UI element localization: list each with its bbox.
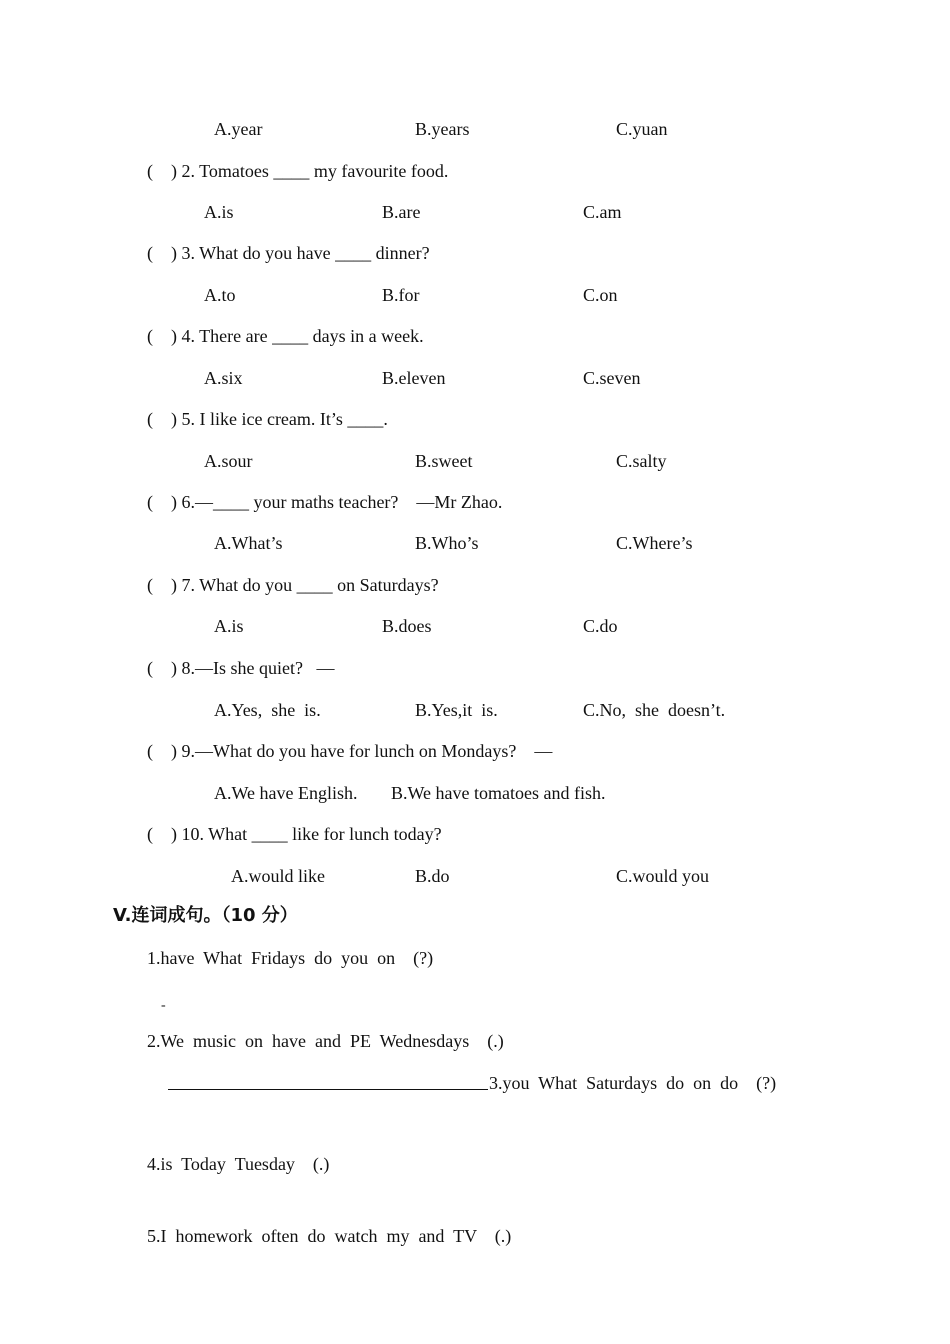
question-2-stem: ( ) 2. Tomatoes ____ my favourite food.	[147, 161, 449, 181]
q2-option-a: A.is	[204, 202, 234, 222]
question-7-stem: ( ) 7. What do you ____ on Saturdays?	[147, 575, 439, 595]
sentence-1-answer-mark: -	[161, 998, 166, 1013]
question-9-stem: ( ) 9.—What do you have for lunch on Mondays? —	[147, 741, 553, 761]
q4-option-b: B.eleven	[382, 368, 446, 388]
q8-option-c: C.No, she doesn’t.	[583, 700, 726, 720]
q4-option-c: C.seven	[583, 368, 641, 388]
section-5-title: V.连词成句。（10 分）	[113, 905, 298, 926]
q10-option-a: A.would like	[231, 866, 325, 886]
q7-option-c: C.do	[583, 616, 618, 636]
q5-option-c: C.salty	[616, 451, 667, 471]
sentence-3-words: 3.you What Saturdays do on do (?)	[489, 1073, 777, 1093]
q9-option-b: B.We have tomatoes and fish.	[391, 783, 606, 803]
q6-option-c: C.Where’s	[616, 533, 693, 553]
q6-option-a: A.What’s	[214, 533, 283, 553]
question-5-stem: ( ) 5. I like ice cream. It’s ____.	[147, 409, 388, 429]
q3-option-c: C.on	[583, 285, 618, 305]
q5-option-b: B.sweet	[415, 451, 473, 471]
sentence-5-words: 5.I homework often do watch my and TV (.)	[147, 1226, 512, 1246]
q2-option-c: C.am	[583, 202, 622, 222]
question-8-stem: ( ) 8.—Is she quiet? —	[147, 658, 335, 678]
question-4-stem: ( ) 4. There are ____ days in a week.	[147, 326, 424, 346]
q8-option-a: A.Yes, she is.	[214, 700, 321, 720]
sentence-4-words: 4.is Today Tuesday (.)	[147, 1154, 330, 1174]
q3-option-b: B.for	[382, 285, 420, 305]
q1-option-b: B.years	[415, 119, 470, 139]
question-10-stem: ( ) 10. What ____ like for lunch today?	[147, 824, 442, 844]
question-6-stem: ( ) 6.—____ your maths teacher? —Mr Zhao.	[147, 492, 503, 512]
question-3-stem: ( ) 3. What do you have ____ dinner?	[147, 243, 430, 263]
q7-option-a: A.is	[214, 616, 244, 636]
q4-option-a: A.six	[204, 368, 243, 388]
q1-option-a: A.year	[214, 119, 263, 139]
q2-option-b: B.are	[382, 202, 421, 222]
q1-option-c: C.yuan	[616, 119, 668, 139]
q9-option-a: A.We have English.	[214, 783, 358, 803]
q8-option-b: B.Yes,it is.	[415, 700, 498, 720]
answer-line	[168, 1089, 488, 1090]
q5-option-a: A.sour	[204, 451, 253, 471]
q6-option-b: B.Who’s	[415, 533, 479, 553]
sentence-2-words: 2.We music on have and PE Wednesdays (.)	[147, 1031, 504, 1051]
q10-option-b: B.do	[415, 866, 450, 886]
q3-option-a: A.to	[204, 285, 236, 305]
q7-option-b: B.does	[382, 616, 432, 636]
q10-option-c: C.would you	[616, 866, 710, 886]
sentence-1-words: 1.have What Fridays do you on (?)	[147, 948, 434, 968]
